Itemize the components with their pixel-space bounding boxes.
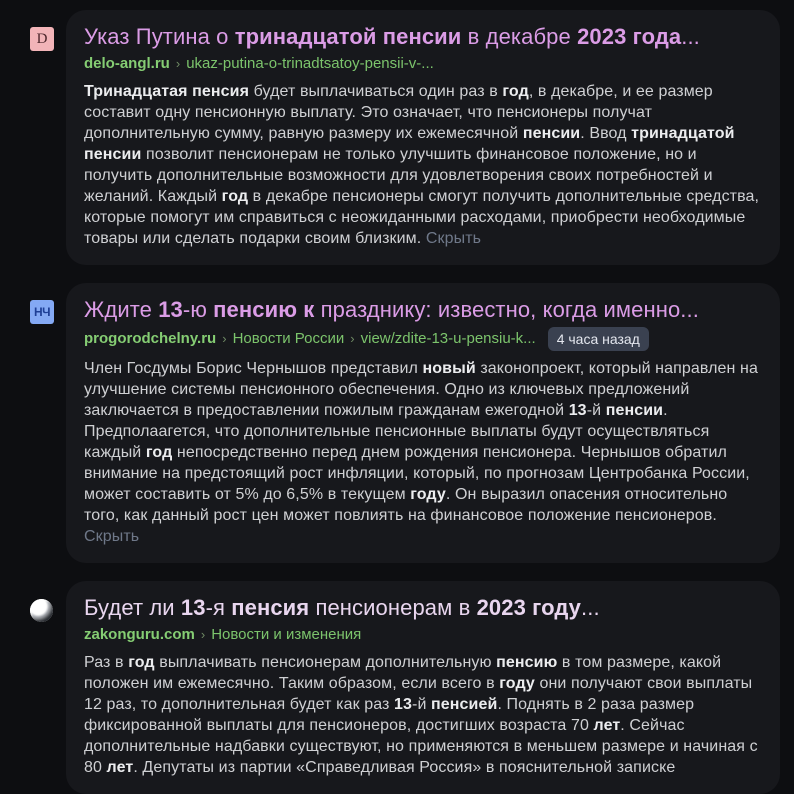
breadcrumb-path[interactable]: Новости и изменения (211, 626, 362, 643)
breadcrumb-path[interactable]: ukaz-putina-o-trinadtsatoy-pensii-v-... (186, 55, 434, 72)
result-title-link[interactable]: Указ Путина о тринадцатой пенсии в декабре 2023 года... (84, 24, 700, 49)
breadcrumb-domain[interactable]: progorodchelny.ru (84, 330, 217, 347)
search-result (0, 283, 794, 563)
site-favicon-icon (30, 599, 53, 622)
search-result (0, 581, 794, 794)
hide-link[interactable]: Скрыть (425, 230, 482, 247)
result-snippet: Тринадцатая пенсия будет выплачиваться один раз в год, в декабре, и ее размер составит одну пенсионную выплату. Это означает, что пенсионеры получат дополнительную сумму, равную размеру их ежемесячной пенсии. Ввод тринадцатой пенсии позволит пенсионерам не только улучшить финансовое положение, но и получить дополнительные возможности для удовлетворения своих потребностей и желаний. Каждый год в декабре пенсионеры смогут получить дополнительные средства, которые помогут им справиться с неожиданными расходами, приобрести необходимые товары или сделать подарки своим близким. Скрыть (84, 83, 760, 247)
result-card (66, 283, 780, 563)
breadcrumb-sep: › (222, 331, 227, 346)
breadcrumb-path[interactable]: view/zdite-13-u-pensiu-k... (360, 330, 536, 347)
hide-link[interactable]: Скрыть (84, 528, 140, 545)
result-card (66, 10, 780, 265)
result-title-link[interactable]: Будет ли 13-я пенсия пенсионерам в 2023 году... (84, 595, 600, 620)
result-card (66, 581, 780, 794)
result-breadcrumb[interactable] (84, 327, 760, 351)
breadcrumb-sep: › (175, 56, 181, 71)
time-badge: 4 часа назад (548, 327, 649, 351)
result-snippet: Раз в год выплачивать пенсионерам дополнительную пенсию в том размере, какой положен им ежемесячно. Таким образом, если всего в году они получают свои выплаты 12 раз, то дополнительная будет как раз 13-й пенсией. Поднять в 2 раза размер фиксированной выплаты для пенсионеров, достигших возраста 70 лет. Сейчас дополнительные надбавки существуют, но применяются в меньшем размере и начиная с 80 лет. Депутаты из партии «Справедливая Россия» в пояснительной записке (84, 654, 758, 776)
result-breadcrumb[interactable] (84, 54, 760, 74)
site-favicon-icon: НЧ (30, 300, 54, 324)
result-snippet: Член Госдумы Борис Чернышов представил новый законопроект, который направлен на улучшение системы пенсионного обеспечения. Одно из ключевых предложений заключается в предоставлении пожилым гражданам ежегодной 13-й пенсии. Предполаагется, что дополнительные пенсионные выплаты будут осуществляться каждый год непосредственно перед днем рождения пенсионера. Чернышов обратил внимание на предстоящий рост инфляции, который, по прогнозам Центробанка России, может составить от 5% до 6,5% в текущем году. Он выразил опасения относительно того, как данный рост цен может повлиять на финансовое положение пенсионеров. Скрыть (84, 360, 758, 545)
site-favicon-icon: D (30, 27, 54, 51)
favicon-column (0, 283, 66, 563)
result-breadcrumb[interactable] (84, 625, 760, 645)
breadcrumb-domain[interactable]: zakonguru.com (84, 626, 195, 643)
favicon-column (0, 10, 66, 265)
search-result (0, 10, 794, 265)
breadcrumb-sep: › (200, 627, 206, 642)
favicon-column (0, 581, 66, 794)
result-title-link[interactable]: Ждите 13-ю пенсию к празднику: известно, когда именно... (84, 297, 699, 322)
breadcrumb-sep: › (350, 331, 355, 346)
breadcrumb-domain[interactable]: delo-angl.ru (84, 55, 170, 72)
breadcrumb-path[interactable]: Новости России (232, 330, 345, 347)
